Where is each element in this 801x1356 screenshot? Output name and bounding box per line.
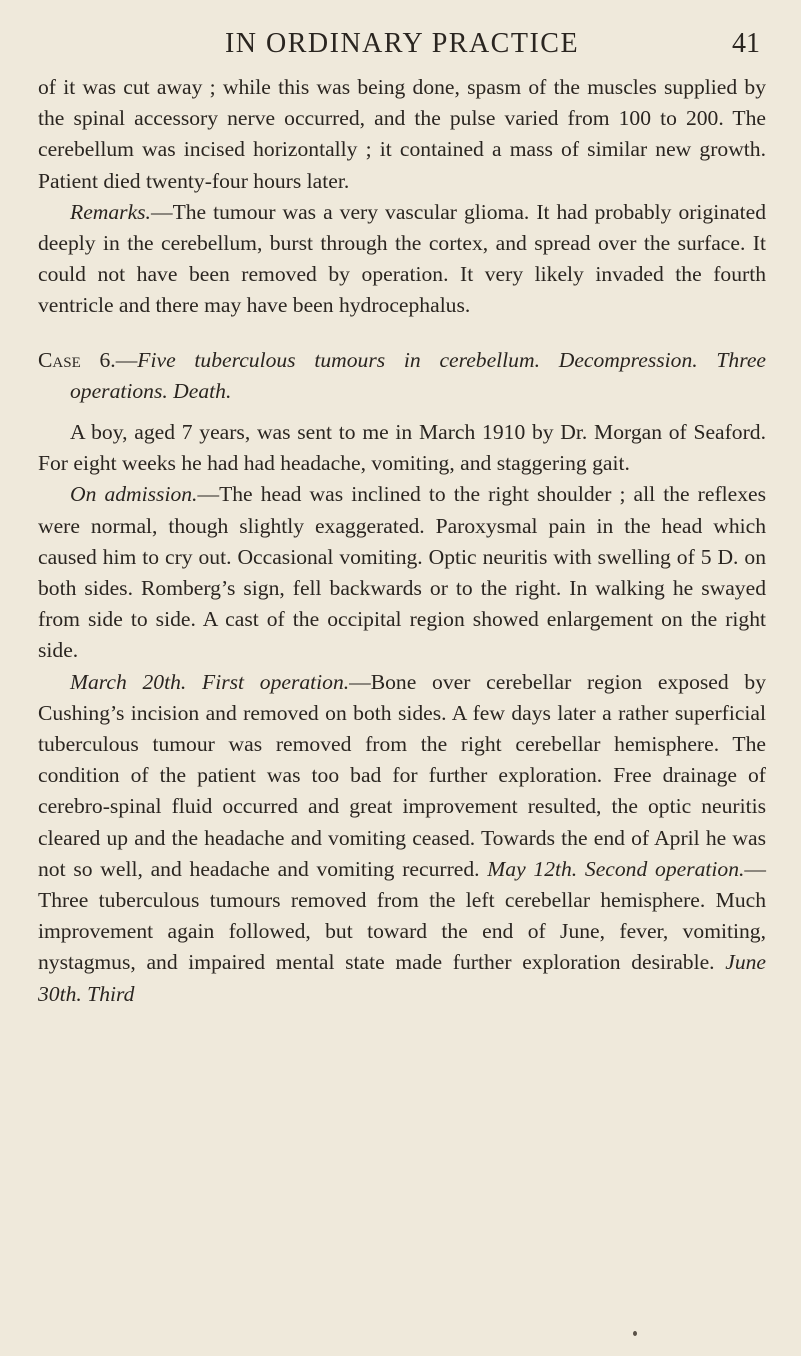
paragraph-patient-history <box>38 417 766 479</box>
paragraph-on-admission <box>38 479 766 666</box>
running-head: IN ORDINARY PRACTICE <box>224 28 580 59</box>
may-operation-label: May 12th. Second operation. <box>487 856 745 881</box>
on-admission-label: On admission. <box>70 482 198 507</box>
remarks-text: —The tumour was a very vascular glioma. It had probably originated deeply in the cerebellum, burst through the cortex, and spread over the surface. It could not have been removed by operation. It very likely invaded the fourth ventricle and there may have been hydrocephalus. <box>38 199 766 318</box>
case-6-label: Case 6. <box>38 347 116 372</box>
june-operation-label: June 30th. Third <box>38 950 766 1006</box>
book-page <box>38 28 766 1010</box>
march-operation-text: —Bone over cerebellar region exposed by Cushing’s incision and removed on both sides. A few days later a rather superficial tuberculous tumour was removed from the right cerebellar hemisphere. The condition of the patient was too bad for further exploration. Free drainage of cerebro-spinal fluid occurred and great improvement resulted, the optic neuritis cleared up and the headache and vomiting ceased. Towards the end of April he was not so well, and headache and vomiting recurred. <box>38 669 766 881</box>
on-admission-text: —The head was inclined to the right shoulder ; all the reflexes were normal, though slightly exaggerated. Paroxysmal pain in the head which caused him to cry out. Occasional vomiting. Optic neuritis with swelling of 5 D. on both sides. Romberg’s sign, fell backwards or to the right. In walking he swayed from side to side. A cast of the occipital region showed enlargement on the right side. <box>38 482 767 663</box>
remarks-label: Remarks. <box>70 199 151 224</box>
page-header <box>38 28 766 72</box>
paragraph-operation-end <box>38 72 766 197</box>
page-number: 41 <box>732 28 760 59</box>
paragraph-remarks <box>38 197 766 322</box>
paragraph-operation-end-text: of it was cut away ; while this was being done, spasm of the muscles supplied by the spinal accessory nerve occurred, and the pulse varied from 100 to 200. The cerebellum was incised horizontally ; it contained a mass of similar new growth. Patient died twenty-four hours later. <box>38 75 766 193</box>
case-6-heading <box>38 345 766 407</box>
patient-history-text: A boy, aged 7 years, was sent to me in March 1910 by Dr. Morgan of Seaford. For eight weeks he had had headache, vomiting, and staggering gait. <box>38 420 766 476</box>
case-6-title: Five tuberculous tumours in cerebellum. Decompression. Three operations. Death. <box>70 347 766 403</box>
body-text <box>38 72 766 1010</box>
march-operation-label: March 20th. First operation. <box>70 669 350 694</box>
case-6-dash: — <box>115 347 138 372</box>
paragraph-operations <box>38 667 766 1010</box>
paper-speck <box>633 1331 637 1336</box>
may-operation-text: —Three tuberculous tumours removed from the left cerebellar hemisphere. Much improvement again followed, but toward the end of June, fever, vomiting, nystagmus, and impaired mental state made further exploration desirable. <box>38 856 766 975</box>
